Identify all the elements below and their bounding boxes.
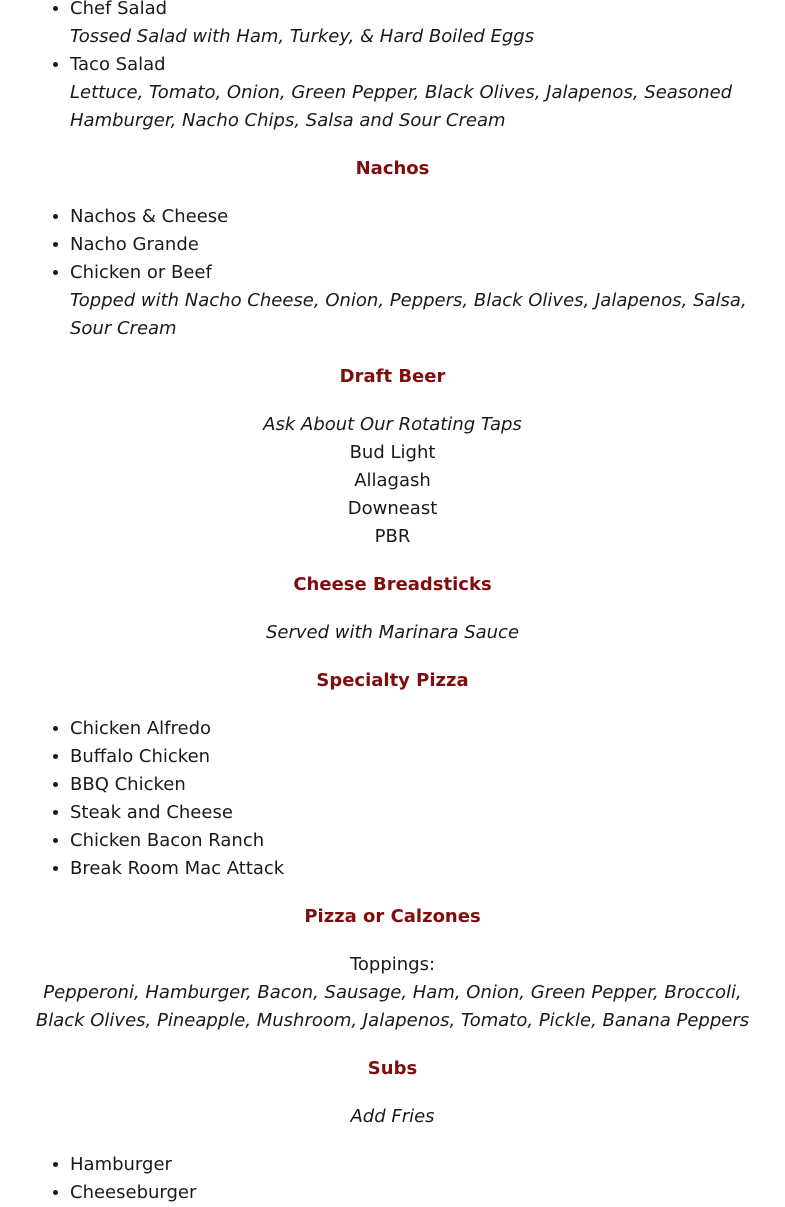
section-heading-pizza-calzones: Pizza or Calzones xyxy=(304,906,481,927)
list-item: • Hamburger xyxy=(70,1151,785,1179)
list-item: • Cheeseburger xyxy=(70,1179,785,1207)
draft-beer-block xyxy=(0,411,785,551)
toppings-list: Pepperoni, Hamburger, Bacon, Sausage, Ham, Onion, Green Pepper, Broccoli, Black Olives, Pineapple, Mushroom, Jalapenos, Tomato, Pickle, Banana Peppers xyxy=(35,982,750,1031)
item-name: Taco Salad xyxy=(70,54,166,75)
list-item xyxy=(70,259,785,343)
beer-item: Downeast xyxy=(347,498,438,519)
list-item xyxy=(70,0,785,51)
section-heading-subs: Subs xyxy=(367,1058,418,1079)
beer-item: Bud Light xyxy=(349,442,436,463)
breadsticks-note: Served with Marinara Sauce xyxy=(265,622,520,643)
specialty-pizza-list xyxy=(0,715,785,883)
section-heading-breadsticks: Cheese Breadsticks xyxy=(293,574,492,595)
beer-item: Allagash xyxy=(354,470,431,491)
list-item: • Nacho Grande xyxy=(70,231,785,259)
list-item: • Nachos & Cheese xyxy=(70,203,785,231)
section-heading-draft-beer: Draft Beer xyxy=(339,366,446,387)
item-description: Lettuce, Tomato, Onion, Green Pepper, Black Olives, Jalapenos, Seasoned Hamburger, Nacho Chips, Salsa and Sour Cream xyxy=(70,82,733,131)
subs-list xyxy=(0,1151,785,1207)
list-item: • Chicken Bacon Ranch xyxy=(70,827,785,855)
salad-list xyxy=(0,0,785,135)
list-item: • Chicken Alfredo xyxy=(70,715,785,743)
beer-item: PBR xyxy=(374,526,411,547)
list-item xyxy=(70,51,785,135)
nachos-list xyxy=(0,203,785,343)
toppings-label: Toppings: xyxy=(349,954,436,975)
item-description: Tossed Salad with Ham, Turkey, & Hard Boiled Eggs xyxy=(70,26,535,47)
list-item: • Steak and Cheese xyxy=(70,799,785,827)
section-heading-specialty-pizza: Specialty Pizza xyxy=(316,670,469,691)
list-item: • BBQ Chicken xyxy=(70,771,785,799)
item-name: Chef Salad xyxy=(70,0,168,19)
item-description: Topped with Nacho Cheese, Onion, Peppers, Black Olives, Jalapenos, Salsa, Sour Cream xyxy=(70,290,747,339)
section-heading-nachos: Nachos xyxy=(355,158,430,179)
item-name: Chicken or Beef xyxy=(70,262,212,283)
list-item: • Buffalo Chicken xyxy=(70,743,785,771)
rotating-taps-note: Ask About Our Rotating Taps xyxy=(263,414,522,435)
list-item: • Break Room Mac Attack xyxy=(70,855,785,883)
add-fries-note: Add Fries xyxy=(350,1106,435,1127)
